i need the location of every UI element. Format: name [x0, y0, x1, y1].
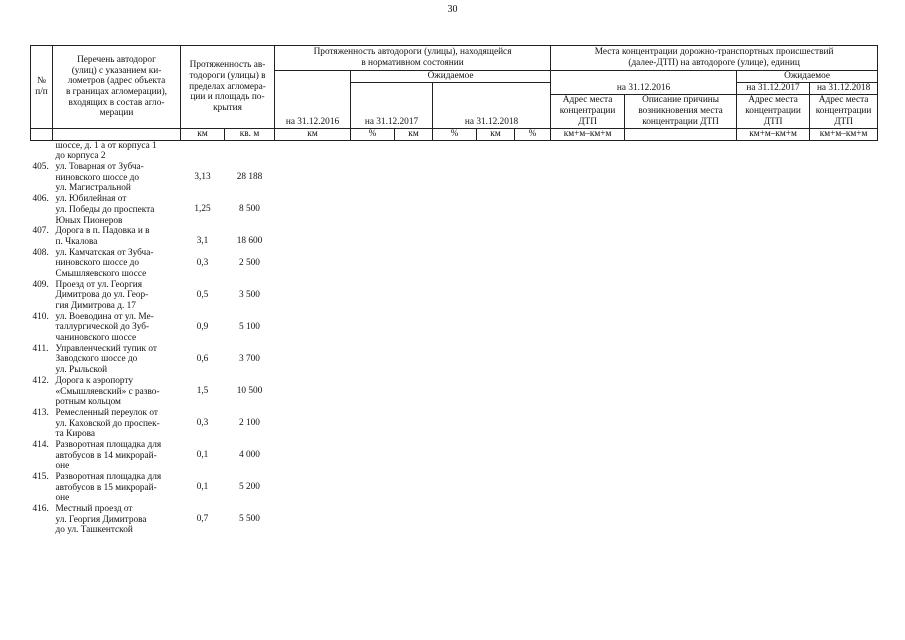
empty-cell — [433, 504, 477, 536]
empty-cell — [737, 162, 810, 194]
road-area: 4 000 — [239, 449, 260, 460]
road-name: Дорога к аэропорту «Смышляевский» с разво- ротным кольцом — [55, 375, 160, 408]
table-row — [31, 194, 878, 226]
empty-cell — [477, 472, 515, 504]
row-number: 410. — [32, 311, 49, 322]
empty-cell — [551, 472, 625, 504]
empty-cell — [351, 248, 395, 280]
empty-cell — [737, 472, 810, 504]
empty-cell — [515, 504, 551, 536]
row-number — [31, 140, 53, 162]
empty-cell — [810, 140, 878, 162]
empty-cell — [551, 280, 625, 312]
unit-blank — [53, 129, 181, 141]
empty-cell — [551, 248, 625, 280]
empty-cell — [433, 248, 477, 280]
road-area: 5 200 — [239, 482, 260, 492]
dtp-2018-address-header: Адрес места концентрации ДТП — [810, 95, 878, 129]
empty-cell — [551, 408, 625, 440]
empty-cell — [351, 162, 395, 194]
empty-cell — [433, 376, 477, 408]
empty-cell — [275, 376, 351, 408]
table-row — [31, 140, 878, 162]
empty-cell — [515, 140, 551, 162]
norm-2018-header: на 31.12.2018 — [433, 83, 551, 129]
unit-address-range: км+м–км+м — [810, 129, 878, 141]
unit-km: км — [395, 129, 433, 141]
empty-cell — [551, 226, 625, 247]
road-length: 0,1 — [196, 482, 209, 492]
dtp-2018-header: на 31.12.2018 — [810, 83, 878, 95]
empty-cell — [515, 248, 551, 280]
road-area: 18 600 — [236, 236, 263, 247]
empty-cell — [275, 440, 351, 472]
empty-cell — [395, 440, 433, 472]
table-row — [31, 408, 878, 440]
empty-cell — [275, 344, 351, 376]
empty-cell — [737, 280, 810, 312]
empty-cell — [625, 344, 737, 376]
row-number: 411. — [32, 343, 49, 354]
col-road-list-header: Перечень автодорог (улиц) с указанием ки- лометров (адрес объекта в границах агломерации), входящих в состав агло- мерации — [53, 46, 181, 129]
road-name: ул. Камчатская от Зубча- ниновского шоссе до Смышляевского шоссе — [55, 247, 154, 279]
table-row — [31, 280, 878, 312]
empty-cell — [737, 140, 810, 162]
empty-cell — [551, 376, 625, 408]
empty-cell — [625, 248, 737, 280]
road-length: 3,13 — [194, 172, 211, 183]
table-row — [31, 504, 878, 536]
empty-cell — [433, 162, 477, 194]
dtp-2017-address-header: Адрес места концентрации ДТП — [737, 95, 810, 129]
empty-cell — [551, 140, 625, 162]
unit-km: км — [477, 129, 515, 141]
empty-cell — [351, 312, 395, 344]
empty-cell — [551, 504, 625, 536]
empty-cell — [810, 194, 878, 226]
row-number: 406. — [32, 194, 49, 205]
empty-cell — [625, 504, 737, 536]
empty-cell — [395, 344, 433, 376]
empty-cell — [433, 472, 477, 504]
roads-table — [30, 45, 878, 536]
empty-cell — [433, 344, 477, 376]
empty-cell — [433, 440, 477, 472]
row-number: 414. — [32, 439, 49, 450]
road-length: 1,5 — [196, 385, 209, 396]
empty-cell — [351, 344, 395, 376]
empty-cell — [551, 162, 625, 194]
row-number: 405. — [32, 162, 49, 173]
empty-cell — [275, 280, 351, 312]
empty-cell — [395, 194, 433, 226]
unit-percent: % — [351, 129, 395, 141]
empty-cell — [351, 504, 395, 536]
road-name: Разворотная площадка для автобусов в 15 микрорай- оне — [55, 472, 162, 504]
road-name: ул. Товарная от Зубча- ниновского шоссе до ул. Магистральной — [55, 162, 144, 194]
empty-cell — [351, 440, 395, 472]
col-length-header: Протяженность ав- тодороги (улицы) в пределах агломера- ции и площадь по- крытия — [181, 46, 275, 129]
road-length: 0,5 — [196, 289, 209, 300]
empty-cell — [625, 162, 737, 194]
dtp-2017-header: на 31.12.2017 — [737, 83, 810, 95]
row-number: 408. — [32, 247, 49, 258]
empty-cell — [351, 194, 395, 226]
empty-cell — [810, 504, 878, 536]
dtp-expected-header: Ожидаемое — [737, 71, 878, 83]
empty-cell — [515, 162, 551, 194]
empty-cell — [810, 162, 878, 194]
empty-cell — [810, 312, 878, 344]
row-number: 412. — [32, 375, 49, 386]
empty-cell — [477, 440, 515, 472]
empty-cell — [737, 312, 810, 344]
empty-cell — [810, 344, 878, 376]
empty-cell — [625, 194, 737, 226]
empty-cell — [351, 376, 395, 408]
unit-blank — [625, 129, 737, 141]
dtp-2016-description-header: Описание причины возникновения места концентрации ДТП — [625, 95, 737, 129]
empty-cell — [477, 376, 515, 408]
empty-cell — [395, 140, 433, 162]
empty-cell — [810, 226, 878, 247]
road-name: ул. Воеводина от ул. Ме- таллургической до Зуб- чаниновского шоссе — [55, 311, 154, 344]
road-length: 0,1 — [196, 449, 209, 460]
empty-cell — [395, 504, 433, 536]
table-row — [31, 472, 878, 504]
road-name: шоссе, д. 1 а от корпуса 1 до корпуса 2 — [55, 140, 157, 162]
empty-cell — [275, 162, 351, 194]
empty-cell — [625, 312, 737, 344]
table-row — [31, 440, 878, 472]
empty-cell — [477, 162, 515, 194]
empty-cell — [275, 194, 351, 226]
empty-cell — [737, 408, 810, 440]
empty-cell — [515, 440, 551, 472]
empty-cell — [515, 376, 551, 408]
empty-cell — [433, 408, 477, 440]
empty-cell — [395, 226, 433, 247]
empty-cell — [810, 408, 878, 440]
empty-cell — [810, 472, 878, 504]
empty-cell — [810, 248, 878, 280]
empty-cell — [433, 226, 477, 247]
empty-cell — [395, 248, 433, 280]
col-number-header: № п/п — [31, 46, 53, 129]
empty-cell — [625, 376, 737, 408]
unit-km: км — [181, 129, 225, 141]
empty-cell — [433, 140, 477, 162]
road-length: 0,3 — [196, 257, 209, 268]
col-normative-header: Протяженность автодороги (улицы), находящейся в нормативном состоянии — [275, 46, 551, 71]
empty-cell — [625, 140, 737, 162]
empty-cell — [737, 248, 810, 280]
road-name: Ремесленный переулок от ул. Каховской до проспек- та Кирова — [55, 407, 160, 440]
table-row — [31, 312, 878, 344]
road-area: 8 500 — [239, 204, 260, 215]
road-area: 2 500 — [239, 257, 260, 268]
road-length: 3,1 — [196, 236, 209, 247]
empty-cell — [477, 248, 515, 280]
empty-cell — [477, 344, 515, 376]
unit-address-range: км+м–км+м — [551, 129, 625, 141]
empty-cell — [395, 376, 433, 408]
empty-cell — [275, 408, 351, 440]
empty-cell — [395, 472, 433, 504]
road-length: 0,7 — [196, 514, 209, 525]
table-row — [31, 226, 878, 247]
empty-cell — [351, 280, 395, 312]
road-length: 0,9 — [196, 321, 209, 332]
empty-cell — [737, 504, 810, 536]
road-area: 10 500 — [236, 385, 263, 396]
unit-percent: % — [515, 129, 551, 141]
road-length — [181, 140, 225, 162]
empty-cell — [477, 504, 515, 536]
road-area: 2 100 — [239, 417, 260, 428]
empty-cell — [551, 440, 625, 472]
empty-cell — [515, 194, 551, 226]
empty-cell — [737, 440, 810, 472]
norm-2017-header: на 31.12.2017 — [351, 83, 433, 129]
empty-cell — [551, 312, 625, 344]
empty-cell — [395, 162, 433, 194]
empty-cell — [551, 344, 625, 376]
road-length: 0,3 — [196, 417, 209, 428]
empty-cell — [351, 140, 395, 162]
empty-cell — [477, 280, 515, 312]
empty-cell — [275, 248, 351, 280]
row-number: 415. — [32, 472, 49, 482]
row-number: 413. — [32, 407, 49, 418]
unit-blank — [31, 129, 53, 141]
col-dtp-header: Места концентрации дорожно-транспортных происшествий (далее-ДТП) на автодороге (улице), единиц — [551, 46, 878, 71]
road-area: 3 700 — [239, 353, 260, 364]
empty-cell — [551, 194, 625, 226]
empty-cell — [625, 408, 737, 440]
road-area: 28 188 — [236, 172, 263, 183]
empty-cell — [275, 226, 351, 247]
road-area: 5 500 — [239, 514, 260, 525]
dtp-2016-header: на 31.12.2016 — [551, 71, 737, 95]
road-area: 5 100 — [239, 321, 260, 332]
empty-cell — [477, 194, 515, 226]
empty-cell — [515, 226, 551, 247]
empty-cell — [275, 140, 351, 162]
row-number: 409. — [32, 279, 49, 290]
empty-cell — [625, 440, 737, 472]
empty-cell — [810, 280, 878, 312]
empty-cell — [275, 472, 351, 504]
road-name: Дорога в п. Падовка и в п. Чкалова — [55, 226, 150, 247]
norm-2016-header: на 31.12.2016 — [275, 71, 351, 129]
empty-cell — [433, 194, 477, 226]
empty-cell — [477, 408, 515, 440]
empty-cell — [515, 344, 551, 376]
road-name: Управленческий тупик от Заводского шоссе до ул. Рыльской — [55, 343, 157, 376]
road-name: Местный проезд от ул. Георгия Димитрова до ул. Ташкентской — [55, 504, 147, 536]
empty-cell — [737, 226, 810, 247]
unit-sqm: кв. м — [225, 129, 275, 141]
table-row — [31, 344, 878, 376]
road-name: ул. Юбилейная от ул. Победы до проспекта Юных Пионеров — [55, 194, 155, 226]
empty-cell — [351, 408, 395, 440]
empty-cell — [737, 344, 810, 376]
unit-km: км — [275, 129, 351, 141]
empty-cell — [477, 226, 515, 247]
empty-cell — [477, 140, 515, 162]
road-length: 0,6 — [196, 353, 209, 364]
empty-cell — [810, 376, 878, 408]
empty-cell — [395, 280, 433, 312]
table-body — [31, 140, 878, 536]
empty-cell — [625, 226, 737, 247]
road-name: Проезд от ул. Георгия Димитрова до ул. Геор- гия Димитрова д. 17 — [55, 279, 149, 311]
empty-cell — [737, 376, 810, 408]
empty-cell — [395, 408, 433, 440]
road-length: 1,25 — [194, 204, 211, 215]
empty-cell — [515, 472, 551, 504]
unit-address-range: км+м–км+м — [737, 129, 810, 141]
road-area — [225, 140, 275, 162]
unit-percent: % — [433, 129, 477, 141]
empty-cell — [275, 504, 351, 536]
empty-cell — [275, 312, 351, 344]
page-number: 30 — [447, 4, 458, 15]
road-name: Разворотная площадка для автобусов в 14 микрорай- оне — [55, 439, 162, 472]
table-row — [31, 376, 878, 408]
empty-cell — [351, 472, 395, 504]
table-row — [31, 162, 878, 194]
dtp-2016-address-header: Адрес места концентрации ДТП — [551, 95, 625, 129]
empty-cell — [515, 312, 551, 344]
empty-cell — [625, 472, 737, 504]
empty-cell — [737, 194, 810, 226]
empty-cell — [477, 312, 515, 344]
empty-cell — [433, 312, 477, 344]
row-number: 416. — [32, 504, 49, 515]
row-number: 407. — [32, 226, 49, 237]
empty-cell — [433, 280, 477, 312]
empty-cell — [351, 226, 395, 247]
empty-cell — [515, 408, 551, 440]
empty-cell — [515, 280, 551, 312]
empty-cell — [625, 280, 737, 312]
table-row — [31, 248, 878, 280]
norm-expected-header: Ожидаемое — [351, 71, 551, 83]
road-area: 3 500 — [239, 289, 260, 300]
empty-cell — [395, 312, 433, 344]
empty-cell — [810, 440, 878, 472]
